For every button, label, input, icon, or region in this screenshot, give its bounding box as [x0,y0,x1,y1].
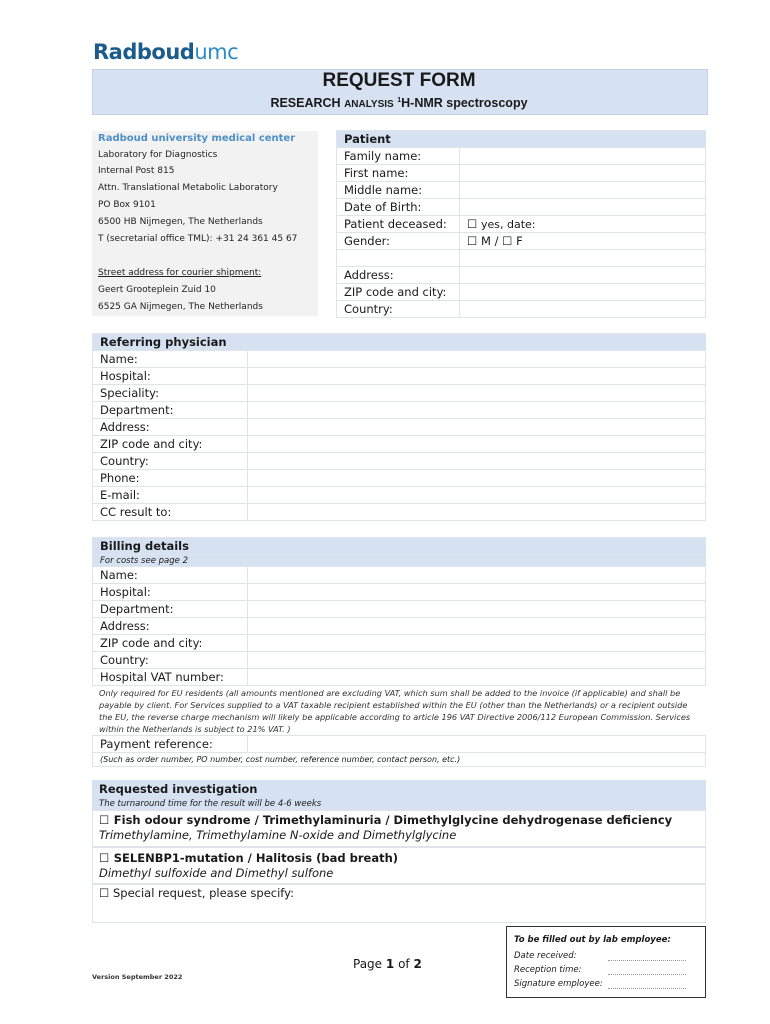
subtitle-research: RESEARCH [270,96,341,110]
address-phone: T (secretarial office TML): +31 24 361 45 67 [98,234,298,244]
bill-name-label: Name: [93,567,248,584]
ref-zip-field[interactable] [248,436,706,453]
bill-zip-label: ZIP code and city: [93,635,248,652]
checkbox-icon[interactable]: ☐ [467,234,478,248]
bill-hospital-field[interactable] [248,584,706,601]
address-line: PO Box 9101 [98,200,156,210]
bill-address-field[interactable] [248,618,706,635]
ref-cc-label: CC result to: [93,504,248,521]
gender-separator: / [494,234,499,248]
subtitle-method: H-NMR spectroscopy [401,96,528,110]
page-title: REQUEST FORM [322,70,476,91]
page-current: 1 [385,957,395,971]
ref-country-label: Country: [93,453,248,470]
courier-line: 6525 GA Nijmegen, The Netherlands [98,302,263,312]
lab-box-heading: To be filled out by lab employee: [514,935,671,945]
checkbox-icon[interactable]: ☐ [99,886,110,900]
patient-address-label: Address: [337,267,460,284]
deceased-option: yes, date: [480,218,536,231]
patient-zip-label: ZIP code and city: [337,284,460,301]
billing-table [92,537,706,686]
bill-department-field[interactable] [248,601,706,618]
option-1-title: Fish odour syndrome / Trimethylaminuria / Dimethylglycine dehydrogenase deficiency [113,813,673,827]
ref-name-label: Name: [93,351,248,368]
date-received-field[interactable] [608,960,686,961]
ref-address-label: Address: [93,419,248,436]
bill-vat-field[interactable] [248,669,706,686]
gender-field[interactable] [460,233,706,250]
bill-country-field[interactable] [248,652,706,669]
vat-note: Only required for EU residents (all amounts mentioned are excluding VAT, which sum shall be added to the invoice (if applicable) and shall be payable by client. For Services supplied to a VAT taxable recipient established within the EU (other than the Netherlands) or a recipient outside the EU, the reverse charge mechanism will likely be applicable according to article 196 VAT Directive 2006/112 European Commission. Services within the Netherlands is subject to 21% VAT. ) [99,688,691,734]
patient-country-label: Country: [337,301,460,318]
page-total: 2 [413,957,422,971]
radboudumc-logo [93,40,238,64]
dob-field[interactable] [460,199,706,216]
blank-field[interactable] [460,250,706,267]
gender-f: F [516,234,523,248]
option-2-subtitle: Dimethyl sulfoxide and Dimethyl sulfone [99,866,334,880]
page-of: of [398,957,410,971]
checkbox-icon[interactable]: ☐ [99,813,110,827]
version-label: Version September 2022 [92,973,183,981]
page-prefix: Page [353,957,383,971]
payment-note: (Such as order number, PO number, cost number, reference number, contact person, etc.) [93,753,706,767]
ref-email-field[interactable] [248,487,706,504]
logo-main-text: Radboud [93,40,195,64]
option-2-title: SELENBP1-mutation / Halitosis (bad breath) [113,851,399,865]
ref-phone-label: Phone: [93,470,248,487]
bill-hospital-label: Hospital: [93,584,248,601]
deceased-label: Patient deceased: [337,216,460,233]
investigation-note: The turnaround time for the result will be 4-6 weeks [92,798,706,810]
blank-row [337,250,460,267]
ref-email-label: E-mail: [93,487,248,504]
patient-heading: Patient [337,131,706,148]
signature-label: Signature employee: [514,979,603,989]
patient-address-field[interactable] [460,267,706,284]
ref-country-field[interactable] [248,453,706,470]
referring-table [92,333,706,521]
referring-heading: Referring physician [93,334,706,351]
gender-m: M [480,234,491,248]
page-subtitle [92,96,706,110]
ref-hospital-field[interactable] [248,368,706,385]
ref-speciality-label: Speciality: [93,385,248,402]
bill-department-label: Department: [93,601,248,618]
ref-department-field[interactable] [248,402,706,419]
option-2-row [99,849,398,867]
courier-line: Geert Grooteplein Zuid 10 [98,285,216,295]
patient-table [336,130,706,318]
address-line: Attn. Translational Metabolic Laboratory [98,183,278,193]
signature-field[interactable] [608,988,686,989]
family-name-label: Family name: [337,148,460,165]
logo-umc-text: umc [194,40,239,64]
bill-address-label: Address: [93,618,248,635]
payment-ref-field[interactable] [248,736,706,753]
ref-address-field[interactable] [248,419,706,436]
middle-name-label: Middle name: [337,182,460,199]
patient-zip-field[interactable] [460,284,706,301]
bill-name-field[interactable] [248,567,706,584]
checkbox-icon[interactable]: ☐ [467,217,478,231]
ref-hospital-label: Hospital: [93,368,248,385]
special-request-row [99,886,294,900]
first-name-label: First name: [337,165,460,182]
option-1-row [99,811,672,829]
ref-name-field[interactable] [248,351,706,368]
checkbox-icon[interactable]: ☐ [502,234,513,248]
ref-phone-field[interactable] [248,470,706,487]
bill-zip-field[interactable] [248,635,706,652]
bill-country-label: Country: [93,652,248,669]
ref-zip-label: ZIP code and city: [93,436,248,453]
first-name-field[interactable] [460,165,706,182]
date-received-label: Date received: [514,951,577,961]
dob-label: Date of Birth: [337,199,460,216]
ref-speciality-field[interactable] [248,385,706,402]
address-line: Laboratory for Diagnostics [98,150,218,160]
address-line: 6500 HB Nijmegen, The Netherlands [98,217,263,227]
address-line: Internal Post 815 [98,166,175,176]
family-name-field[interactable] [460,148,706,165]
checkbox-icon[interactable]: ☐ [99,851,110,865]
billing-note: For costs see page 2 [93,555,706,567]
payment-table [92,735,706,767]
reception-time-field[interactable] [608,974,686,975]
special-request-label: Special request, please specify: [112,886,294,900]
ref-cc-field[interactable] [248,504,706,521]
option-1-subtitle: Trimethylamine, Trimethylamine N-oxide and Dimethylglycine [99,828,457,842]
org-name: Radboud university medical center [98,133,296,144]
ref-department-label: Department: [93,402,248,419]
reception-time-label: Reception time: [514,965,582,975]
payment-ref-label: Payment reference: [93,736,248,753]
middle-name-field[interactable] [460,182,706,199]
page-number [353,957,422,971]
deceased-field[interactable] [460,216,706,233]
subtitle-analysis: ANALYSIS [344,99,394,110]
billing-heading: Billing details [93,538,706,555]
courier-heading: Street address for courier shipment: [98,268,262,278]
bill-vat-label: Hospital VAT number: [93,669,248,686]
patient-country-field[interactable] [460,301,706,318]
subtitle-superscript: 1 [397,96,402,104]
gender-label: Gender: [337,233,460,250]
investigation-heading: Requested investigation [92,780,706,798]
